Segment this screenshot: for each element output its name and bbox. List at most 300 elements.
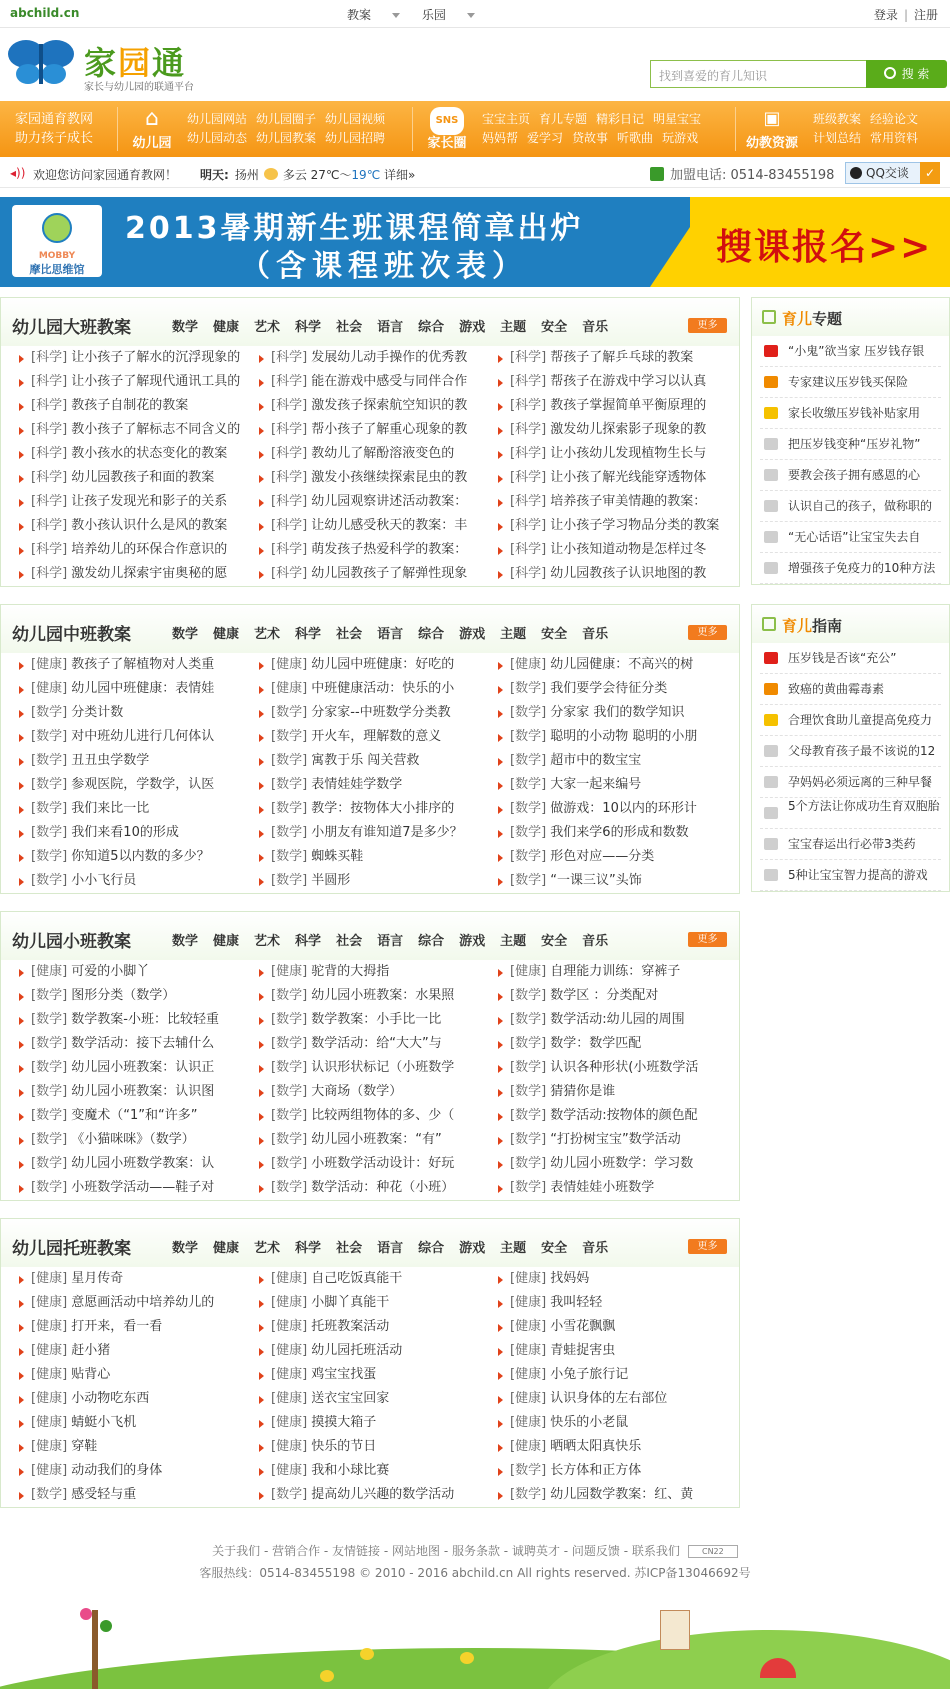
item-category[interactable]: [数学] bbox=[510, 988, 547, 1003]
item-category[interactable]: [科学] bbox=[271, 446, 308, 461]
item-title[interactable]: “打扮树宝宝”数学活动 bbox=[550, 1132, 681, 1147]
item-category[interactable]: [数学] bbox=[510, 681, 547, 696]
category-tab[interactable]: 游戏 bbox=[459, 1241, 486, 1256]
list-item[interactable] bbox=[498, 1483, 728, 1507]
item-title[interactable]: 晒晒太阳真快乐 bbox=[550, 1439, 642, 1454]
search-input[interactable]: 找到喜爱的育儿知识 bbox=[650, 60, 867, 88]
category-tab[interactable]: 安全 bbox=[541, 934, 568, 949]
item-title[interactable]: 激发小孩继续探索昆虫的教 bbox=[311, 470, 468, 485]
nav-link[interactable]: 育儿专题 bbox=[539, 112, 588, 126]
item-title[interactable]: 比较两组物体的多、少（ bbox=[311, 1108, 455, 1123]
list-item[interactable] bbox=[19, 1032, 249, 1056]
list-item[interactable] bbox=[259, 1339, 489, 1363]
item-title[interactable]: 表情娃娃小班数学 bbox=[550, 1180, 655, 1195]
list-item[interactable] bbox=[259, 821, 489, 845]
nav-link[interactable]: 妈妈帮 bbox=[482, 131, 519, 145]
item-title[interactable]: 形色对应——分类 bbox=[550, 849, 655, 864]
more-button[interactable]: 更多 bbox=[688, 1239, 727, 1254]
list-item[interactable] bbox=[259, 725, 489, 749]
category-tab[interactable]: 游戏 bbox=[459, 627, 486, 642]
item-category[interactable]: [健康] bbox=[510, 1295, 547, 1310]
item-category[interactable]: [数学] bbox=[31, 1036, 68, 1051]
list-item[interactable] bbox=[19, 514, 249, 538]
item-title[interactable]: 聪明的小动物 聪明的小朋 bbox=[550, 729, 698, 744]
item-title[interactable]: 鸡宝宝找蛋 bbox=[311, 1367, 377, 1382]
list-item[interactable] bbox=[259, 490, 489, 514]
list-item[interactable] bbox=[19, 821, 249, 845]
list-item[interactable] bbox=[19, 1104, 249, 1128]
qq-chat-button[interactable] bbox=[845, 162, 940, 184]
list-item[interactable] bbox=[498, 984, 728, 1008]
item-category[interactable]: [科学] bbox=[510, 374, 547, 389]
list-item[interactable] bbox=[19, 1387, 249, 1411]
item-title[interactable]: 做游戏：10以内的环形计 bbox=[550, 801, 697, 816]
list-item[interactable] bbox=[259, 1459, 489, 1483]
list-item[interactable] bbox=[259, 797, 489, 821]
list-item[interactable] bbox=[498, 749, 728, 773]
list-item[interactable] bbox=[19, 984, 249, 1008]
sidebar-item[interactable] bbox=[760, 829, 941, 860]
nav-link[interactable]: 班级教案 bbox=[813, 112, 862, 126]
item-title[interactable]: 蜘蛛买鞋 bbox=[311, 849, 364, 864]
item-category[interactable]: [数学] bbox=[271, 753, 308, 768]
item-title[interactable]: 小小飞行员 bbox=[71, 873, 137, 888]
item-title[interactable]: 寓教于乐 闯关营救 bbox=[311, 753, 420, 768]
item-category[interactable]: [科学] bbox=[510, 494, 547, 509]
category-tab[interactable]: 科学 bbox=[295, 934, 322, 949]
list-item[interactable] bbox=[19, 1339, 249, 1363]
list-item[interactable] bbox=[19, 1152, 249, 1176]
item-title[interactable]: 《小猫咪咪》（数学） bbox=[71, 1132, 195, 1147]
item-category[interactable]: [数学] bbox=[271, 1060, 308, 1075]
item-category[interactable]: [科学] bbox=[31, 566, 68, 581]
sidebar-item-title[interactable]: 合理饮食助儿童提高免疫力 bbox=[788, 713, 933, 727]
nav-link[interactable]: 爱学习 bbox=[527, 131, 564, 145]
sidebar-title[interactable] bbox=[782, 308, 842, 329]
nav-link[interactable]: 经验论文 bbox=[870, 112, 919, 126]
item-title[interactable]: 幼儿园教孩子了解弹性现象 bbox=[311, 566, 468, 581]
sidebar-item-title[interactable]: 把压岁钱变种“压岁礼物” bbox=[788, 437, 921, 451]
sidebar-item-title[interactable]: 孕妈妈必须远离的三种早餐 bbox=[788, 775, 933, 789]
list-item[interactable] bbox=[259, 418, 489, 442]
category-tab[interactable]: 音乐 bbox=[582, 320, 609, 335]
nav-link[interactable]: 计划总结 bbox=[813, 131, 862, 145]
item-category[interactable]: [健康] bbox=[31, 1343, 68, 1358]
nav-link[interactable]: 幼儿园视频 bbox=[325, 112, 386, 126]
list-item[interactable] bbox=[19, 370, 249, 394]
item-category[interactable]: [数学] bbox=[31, 988, 68, 1003]
item-title[interactable]: 提高幼儿兴趣的数学活动 bbox=[311, 1487, 455, 1502]
item-title[interactable]: 摸摸大箱子 bbox=[311, 1415, 377, 1430]
item-title[interactable]: 自理能力训练：穿裤子 bbox=[550, 964, 681, 979]
item-title[interactable]: 大家一起来编号 bbox=[550, 777, 642, 792]
sidebar-item[interactable] bbox=[760, 367, 941, 398]
category-tab[interactable]: 综合 bbox=[418, 1241, 445, 1256]
item-category[interactable]: [健康] bbox=[510, 657, 547, 672]
item-category[interactable]: [数学] bbox=[271, 705, 308, 720]
item-category[interactable]: [健康] bbox=[271, 1343, 308, 1358]
item-category[interactable]: [健康] bbox=[31, 657, 68, 672]
list-item[interactable] bbox=[19, 1315, 249, 1339]
category-tab[interactable]: 社会 bbox=[336, 627, 363, 642]
list-item[interactable] bbox=[498, 869, 728, 893]
item-category[interactable]: [数学] bbox=[510, 753, 547, 768]
item-category[interactable]: [科学] bbox=[31, 398, 68, 413]
category-tab[interactable]: 综合 bbox=[418, 627, 445, 642]
item-category[interactable]: [数学] bbox=[510, 1036, 547, 1051]
nav-link[interactable]: 幼儿园网站 bbox=[187, 112, 248, 126]
category-tab[interactable]: 综合 bbox=[418, 320, 445, 335]
list-item[interactable] bbox=[259, 845, 489, 869]
list-item[interactable] bbox=[259, 1176, 489, 1200]
item-category[interactable]: [数学] bbox=[271, 1084, 308, 1099]
list-item[interactable] bbox=[259, 538, 489, 562]
sidebar-item-title[interactable]: “无心话语”让宝宝失去自 bbox=[788, 530, 921, 544]
item-category[interactable]: [健康] bbox=[31, 1391, 68, 1406]
item-title[interactable]: 激发幼儿探索宇宙奥秘的愿 bbox=[71, 566, 228, 581]
item-title[interactable]: 小朋友有谁知道7是多少？ bbox=[311, 825, 463, 840]
item-title[interactable]: 幼儿园小班教案：“有” bbox=[311, 1132, 442, 1147]
nav-link[interactable]: 幼儿园圈子 bbox=[256, 112, 317, 126]
item-category[interactable]: [健康] bbox=[510, 1367, 547, 1382]
item-title[interactable]: 幼儿园健康：不高兴的树 bbox=[550, 657, 694, 672]
item-category[interactable]: [数学] bbox=[31, 705, 68, 720]
item-title[interactable]: 我们来看10的形成 bbox=[71, 825, 179, 840]
list-item[interactable] bbox=[498, 1104, 728, 1128]
more-button[interactable]: 更多 bbox=[688, 625, 727, 640]
list-item[interactable] bbox=[498, 1128, 728, 1152]
item-category[interactable]: [健康] bbox=[31, 1295, 68, 1310]
list-item[interactable] bbox=[498, 1176, 728, 1200]
item-title[interactable]: 小兔子旅行记 bbox=[550, 1367, 629, 1382]
category-tab[interactable]: 社会 bbox=[336, 320, 363, 335]
item-category[interactable]: [数学] bbox=[271, 873, 308, 888]
list-item[interactable] bbox=[498, 370, 728, 394]
item-category[interactable]: [科学] bbox=[271, 518, 308, 533]
item-title[interactable]: 驼背的大拇指 bbox=[311, 964, 390, 979]
item-title[interactable]: 数学教案-小班：比较轻重 bbox=[71, 1012, 219, 1027]
list-item[interactable] bbox=[19, 701, 249, 725]
item-title[interactable]: 幼儿园小班教案：认识图 bbox=[71, 1084, 215, 1099]
item-category[interactable]: [数学] bbox=[271, 1156, 308, 1171]
item-category[interactable]: [健康] bbox=[271, 1415, 308, 1430]
item-title[interactable]: 蜻蜓小飞机 bbox=[71, 1415, 137, 1430]
list-item[interactable] bbox=[498, 1080, 728, 1104]
item-title[interactable]: 数学：数学匹配 bbox=[550, 1036, 642, 1051]
sidebar-item[interactable] bbox=[760, 643, 941, 674]
nav-link[interactable]: 幼儿园招聘 bbox=[325, 131, 386, 145]
list-item[interactable] bbox=[259, 677, 489, 701]
item-title[interactable]: 我们要学会待征分类 bbox=[550, 681, 668, 696]
weather-details-link[interactable]: 详细» bbox=[384, 168, 416, 182]
search-button[interactable] bbox=[866, 60, 947, 88]
item-category[interactable]: [健康] bbox=[31, 681, 68, 696]
sidebar-item[interactable] bbox=[760, 767, 941, 798]
list-item[interactable] bbox=[259, 346, 489, 370]
list-item[interactable] bbox=[498, 562, 728, 586]
list-item[interactable] bbox=[498, 1267, 728, 1291]
list-item[interactable] bbox=[259, 749, 489, 773]
list-item[interactable] bbox=[498, 1339, 728, 1363]
item-title[interactable]: 小班数学活动设计：好玩 bbox=[311, 1156, 455, 1171]
sidebar-title[interactable] bbox=[782, 615, 842, 636]
item-category[interactable]: [数学] bbox=[271, 1180, 308, 1195]
list-item[interactable] bbox=[498, 960, 728, 984]
category-tab[interactable]: 数学 bbox=[172, 934, 199, 949]
list-item[interactable] bbox=[19, 749, 249, 773]
list-item[interactable] bbox=[19, 1080, 249, 1104]
item-category[interactable]: [科学] bbox=[31, 518, 68, 533]
item-category[interactable]: [健康] bbox=[31, 964, 68, 979]
list-item[interactable] bbox=[19, 1291, 249, 1315]
nav-link[interactable]: 玩游戏 bbox=[662, 131, 699, 145]
list-item[interactable] bbox=[259, 701, 489, 725]
list-item[interactable] bbox=[498, 1411, 728, 1435]
list-item[interactable] bbox=[498, 725, 728, 749]
item-title[interactable]: 长方体和正方体 bbox=[550, 1463, 642, 1478]
item-title[interactable]: 托班教案活动 bbox=[311, 1319, 390, 1334]
item-category[interactable]: [科学] bbox=[271, 470, 308, 485]
list-item[interactable] bbox=[259, 1363, 489, 1387]
category-tab[interactable]: 数学 bbox=[172, 627, 199, 642]
item-category[interactable]: [数学] bbox=[271, 1132, 308, 1147]
item-title[interactable]: 教孩子了解植物对人类重 bbox=[71, 657, 215, 672]
item-title[interactable]: 教幼儿了解酚溶液变色的 bbox=[311, 446, 455, 461]
item-title[interactable]: 数学活动:按物体的颜色配 bbox=[550, 1108, 698, 1123]
list-item[interactable] bbox=[498, 1459, 728, 1483]
list-item[interactable] bbox=[498, 1032, 728, 1056]
category-tab[interactable]: 音乐 bbox=[582, 1241, 609, 1256]
list-item[interactable] bbox=[19, 1435, 249, 1459]
category-tab[interactable]: 社会 bbox=[336, 1241, 363, 1256]
list-item[interactable] bbox=[498, 1387, 728, 1411]
list-item[interactable] bbox=[19, 797, 249, 821]
category-tab[interactable]: 科学 bbox=[295, 627, 322, 642]
item-title[interactable]: 能在游戏中感受与同伴合作 bbox=[311, 374, 468, 389]
sidebar-item[interactable] bbox=[760, 429, 941, 460]
item-title[interactable]: 认识身体的左右部位 bbox=[550, 1391, 668, 1406]
item-title[interactable]: 幼儿园托班活动 bbox=[311, 1343, 403, 1358]
item-category[interactable]: [科学] bbox=[510, 350, 547, 365]
item-category[interactable]: [数学] bbox=[31, 825, 68, 840]
sidebar-item-title[interactable]: 专家建议压岁钱买保险 bbox=[788, 375, 909, 389]
list-item[interactable] bbox=[259, 1387, 489, 1411]
item-category[interactable]: [科学] bbox=[271, 422, 308, 437]
list-item[interactable] bbox=[498, 821, 728, 845]
item-category[interactable]: [数学] bbox=[31, 1084, 68, 1099]
item-title[interactable]: 培养孩子审美情趣的教案： bbox=[550, 494, 707, 509]
list-item[interactable] bbox=[498, 773, 728, 797]
list-item[interactable] bbox=[498, 797, 728, 821]
item-category[interactable]: [科学] bbox=[510, 518, 547, 533]
list-item[interactable] bbox=[19, 1411, 249, 1435]
sidebar-item-title[interactable]: 压岁钱是否该“充公” bbox=[788, 651, 897, 665]
menu-jiaoan[interactable] bbox=[347, 8, 400, 22]
nav-link[interactable]: 明星宝宝 bbox=[653, 112, 702, 126]
item-title[interactable]: 你知道5以内数的多少？ bbox=[71, 849, 210, 864]
item-title[interactable]: 我叫轻轻 bbox=[550, 1295, 603, 1310]
item-title[interactable]: 教小孩水的状态变化的教案 bbox=[71, 446, 228, 461]
item-category[interactable]: [数学] bbox=[510, 777, 547, 792]
list-item[interactable] bbox=[259, 1128, 489, 1152]
item-category[interactable]: [健康] bbox=[31, 1367, 68, 1382]
sidebar-item-title[interactable]: 宝宝春运出行必带3类药 bbox=[788, 837, 916, 851]
item-category[interactable]: [数学] bbox=[510, 1060, 547, 1075]
list-item[interactable] bbox=[19, 677, 249, 701]
item-title[interactable]: 快乐的节日 bbox=[311, 1439, 377, 1454]
item-category[interactable]: [健康] bbox=[271, 681, 308, 696]
list-item[interactable] bbox=[498, 346, 728, 370]
category-tab[interactable]: 数学 bbox=[172, 1241, 199, 1256]
category-tab[interactable]: 游戏 bbox=[459, 934, 486, 949]
promo-banner[interactable] bbox=[0, 197, 950, 287]
sidebar-item[interactable] bbox=[760, 491, 941, 522]
item-title[interactable]: 帮孩子在游戏中学习以认真 bbox=[550, 374, 707, 389]
panel-title[interactable]: 幼儿园大班教案 bbox=[12, 318, 131, 338]
category-tab[interactable]: 安全 bbox=[541, 320, 568, 335]
register-link[interactable]: 注册 bbox=[913, 8, 938, 22]
item-category[interactable]: [科学] bbox=[271, 542, 308, 557]
list-item[interactable] bbox=[498, 394, 728, 418]
list-item[interactable] bbox=[259, 960, 489, 984]
item-category[interactable]: [数学] bbox=[31, 1180, 68, 1195]
item-title[interactable]: 小脚丫真能干 bbox=[311, 1295, 390, 1310]
nav-link[interactable]: 听歌曲 bbox=[617, 131, 654, 145]
item-title[interactable]: 动动我们的身体 bbox=[71, 1463, 163, 1478]
item-category[interactable]: [健康] bbox=[510, 1391, 547, 1406]
item-category[interactable]: [数学] bbox=[31, 1132, 68, 1147]
category-tab[interactable]: 艺术 bbox=[254, 320, 281, 335]
list-item[interactable] bbox=[259, 1315, 489, 1339]
list-item[interactable] bbox=[259, 466, 489, 490]
list-item[interactable] bbox=[19, 1459, 249, 1483]
category-tab[interactable]: 艺术 bbox=[254, 934, 281, 949]
item-category[interactable]: [科学] bbox=[271, 494, 308, 509]
list-item[interactable] bbox=[19, 1267, 249, 1291]
list-item[interactable] bbox=[259, 1080, 489, 1104]
item-category[interactable]: [数学] bbox=[510, 1156, 547, 1171]
list-item[interactable] bbox=[498, 1152, 728, 1176]
item-category[interactable]: [健康] bbox=[510, 1415, 547, 1430]
item-title[interactable]: 认识形状标记（小班数学 bbox=[311, 1060, 455, 1075]
category-tab[interactable]: 语言 bbox=[377, 1241, 404, 1256]
item-title[interactable]: 数学活动：接下去辅什么 bbox=[71, 1036, 215, 1051]
item-title[interactable]: 幼儿园数学教案：红、黄 bbox=[550, 1487, 694, 1502]
category-tab[interactable]: 科学 bbox=[295, 320, 322, 335]
list-item[interactable] bbox=[19, 346, 249, 370]
list-item[interactable] bbox=[19, 725, 249, 749]
item-category[interactable]: [数学] bbox=[31, 1060, 68, 1075]
item-title[interactable]: 教学：按物体大小排序的 bbox=[311, 801, 455, 816]
list-item[interactable] bbox=[259, 1267, 489, 1291]
list-item[interactable] bbox=[498, 677, 728, 701]
category-tab[interactable]: 艺术 bbox=[254, 1241, 281, 1256]
item-title[interactable]: 猜猜你是谁 bbox=[550, 1084, 616, 1099]
item-category[interactable]: [科学] bbox=[271, 374, 308, 389]
item-category[interactable]: [数学] bbox=[271, 801, 308, 816]
sidebar-item-title[interactable]: 父母教育孩子最不该说的12 bbox=[788, 744, 936, 758]
more-button[interactable]: 更多 bbox=[688, 932, 727, 947]
item-category[interactable]: [数学] bbox=[31, 1487, 68, 1502]
item-category[interactable]: [数学] bbox=[271, 1012, 308, 1027]
item-title[interactable]: 表情娃娃学数学 bbox=[311, 777, 403, 792]
list-item[interactable] bbox=[498, 701, 728, 725]
list-item[interactable] bbox=[259, 1291, 489, 1315]
list-item[interactable] bbox=[19, 538, 249, 562]
item-category[interactable]: [健康] bbox=[31, 1439, 68, 1454]
item-category[interactable]: [数学] bbox=[271, 1487, 308, 1502]
item-category[interactable]: [科学] bbox=[510, 422, 547, 437]
list-item[interactable] bbox=[259, 442, 489, 466]
item-title[interactable]: 幼儿园小班教案：认识正 bbox=[71, 1060, 215, 1075]
item-title[interactable]: 让孩子发现光和影子的关系 bbox=[71, 494, 228, 509]
list-item[interactable] bbox=[19, 773, 249, 797]
item-title[interactable]: 帮小孩子了解重心现象的教 bbox=[311, 422, 468, 437]
item-title[interactable]: 让小孩知道动物是怎样过冬 bbox=[550, 542, 707, 557]
item-category[interactable]: [数学] bbox=[510, 729, 547, 744]
item-category[interactable]: [数学] bbox=[510, 1487, 547, 1502]
item-title[interactable]: 让小孩幼儿发现植物生长与 bbox=[550, 446, 707, 461]
item-title[interactable]: 认识各种形状(小班数学活 bbox=[550, 1060, 699, 1075]
item-category[interactable]: [数学] bbox=[510, 1012, 547, 1027]
item-category[interactable]: [数学] bbox=[271, 729, 308, 744]
item-title[interactable]: 数学活动:幼儿园的周围 bbox=[550, 1012, 685, 1027]
list-item[interactable] bbox=[19, 845, 249, 869]
item-category[interactable]: [数学] bbox=[510, 1108, 547, 1123]
item-category[interactable]: [科学] bbox=[510, 470, 547, 485]
item-category[interactable]: [健康] bbox=[271, 1367, 308, 1382]
nav-link[interactable]: 贷故事 bbox=[572, 131, 609, 145]
item-category[interactable]: [科学] bbox=[31, 350, 68, 365]
item-title[interactable]: 数学活动：给“大大”与 bbox=[311, 1036, 442, 1051]
item-title[interactable]: 数学活动：种花（小班） bbox=[311, 1180, 455, 1195]
category-tab[interactable]: 社会 bbox=[336, 934, 363, 949]
item-category[interactable]: [科学] bbox=[31, 542, 68, 557]
item-title[interactable]: “一课三议”头饰 bbox=[550, 873, 642, 888]
item-title[interactable]: 意愿画活动中培养幼儿的 bbox=[71, 1295, 215, 1310]
item-category[interactable]: [数学] bbox=[31, 849, 68, 864]
sidebar-item[interactable] bbox=[760, 674, 941, 705]
item-category[interactable]: [数学] bbox=[31, 729, 68, 744]
category-tab[interactable]: 主题 bbox=[500, 320, 527, 335]
panel-title[interactable]: 幼儿园中班教案 bbox=[12, 625, 131, 645]
item-title[interactable]: 变魔术（“1”和“许多” bbox=[71, 1108, 198, 1123]
list-item[interactable] bbox=[498, 466, 728, 490]
item-title[interactable]: 幼儿园小班数学教案：认 bbox=[71, 1156, 215, 1171]
item-title[interactable]: 半圆形 bbox=[311, 873, 351, 888]
item-title[interactable]: 让小孩子了解水的沉浮现象的 bbox=[71, 350, 241, 365]
list-item[interactable] bbox=[19, 442, 249, 466]
item-category[interactable]: [科学] bbox=[510, 566, 547, 581]
item-title[interactable]: 让小孩了解光线能穿透物体 bbox=[550, 470, 707, 485]
item-title[interactable]: 贴背心 bbox=[71, 1367, 111, 1382]
list-item[interactable] bbox=[498, 1363, 728, 1387]
item-title[interactable]: 幼儿园中班健康：表情娃 bbox=[71, 681, 215, 696]
list-item[interactable] bbox=[259, 653, 489, 677]
panel-title[interactable]: 幼儿园小班教案 bbox=[12, 932, 131, 952]
item-title[interactable]: 幼儿园小班教案：水果照 bbox=[311, 988, 455, 1003]
sidebar-item-title[interactable]: 认识自己的孩子，做称职的 bbox=[788, 499, 933, 513]
category-tab[interactable]: 健康 bbox=[213, 934, 240, 949]
item-category[interactable]: [数学] bbox=[271, 1036, 308, 1051]
item-category[interactable]: [数学] bbox=[271, 825, 308, 840]
item-title[interactable]: 对中班幼儿进行几何体认 bbox=[71, 729, 215, 744]
list-item[interactable] bbox=[498, 845, 728, 869]
sidebar-item-title[interactable]: 要教会孩子拥有感恩的心 bbox=[788, 468, 921, 482]
item-category[interactable]: [数学] bbox=[31, 1108, 68, 1123]
item-title[interactable]: 让幼儿感受秋天的教案：丰 bbox=[311, 518, 468, 533]
item-category[interactable]: [健康] bbox=[271, 964, 308, 979]
